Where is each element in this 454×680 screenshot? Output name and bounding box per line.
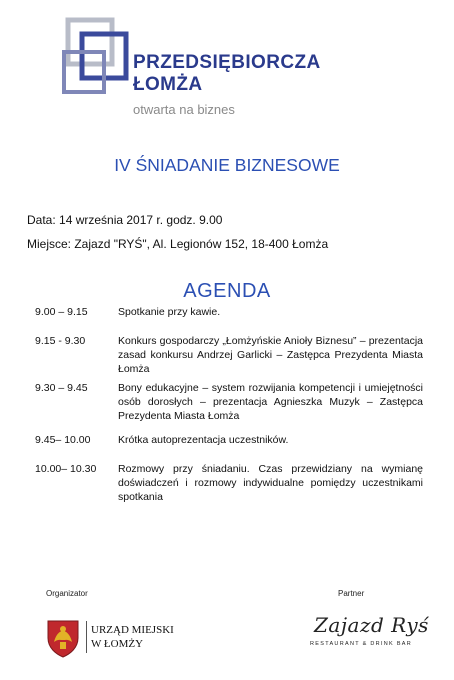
agenda-time: 9.15 - 9.30 [35,335,86,347]
logo-squares-icon [60,12,130,108]
agenda-description: Rozmowy przy śniadaniu. Czas przewidziany na wymianę doświadczeń i rozmowy indywidualne pomiędzy uczestnikami spotkania [118,463,423,503]
logo-text-line2: ŁOMŻA [133,74,203,95]
partner-logo-name: Zajazd Ryś [314,613,429,637]
event-date: Data: 14 września 2017 r. godz. 9.00 [27,213,223,227]
agenda-description: Krótka autoprezentacja uczestników. [118,434,289,446]
event-place: Miejsce: Zajazd "RYŚ", Al. Legionów 152, 18-400 Łomża [27,237,329,251]
agenda-description: Bony edukacyjne – system rozwijania kompetencji i umiejętności osób dorosłych – prezentacja Agnieszka Muzyk – Zastępca Prezydenta Miasta Łomża [118,382,423,422]
organizer-name-line1: URZĄD MIEJSKI [91,624,174,636]
agenda-time: 9.00 – 9.15 [35,306,88,318]
agenda-time: 10.00– 10.30 [35,463,97,475]
logo-text-line1: PRZEDSIĘBIORCZA [133,52,321,73]
document-title: IV ŚNIADANIE BIZNESOWE [114,155,340,175]
agenda-time: 9.45– 10.00 [35,434,91,446]
partner-label: Partner [338,589,365,598]
organizer-label: Organizator [46,589,88,598]
organizer-name-line2: W ŁOMŻY [91,638,144,650]
agenda-description: Spotkanie przy kawie. [118,306,221,318]
agenda-heading: AGENDA [183,280,271,302]
city-crest-icon [46,618,80,658]
organizer-divider [86,621,87,653]
partner-logo-subtitle: RESTAURANT & DRINK BAR [310,641,413,647]
logo-tagline: otwarta na biznes [133,102,235,117]
agenda-description: Konkurs gospodarczy „Łomżyńskie Anioły Biznesu” – prezentacja zasad konkursu Andrzej Garlicki – Zastępca Prezydenta Miasta Łomża [118,335,423,375]
agenda-time: 9.30 – 9.45 [35,382,88,394]
